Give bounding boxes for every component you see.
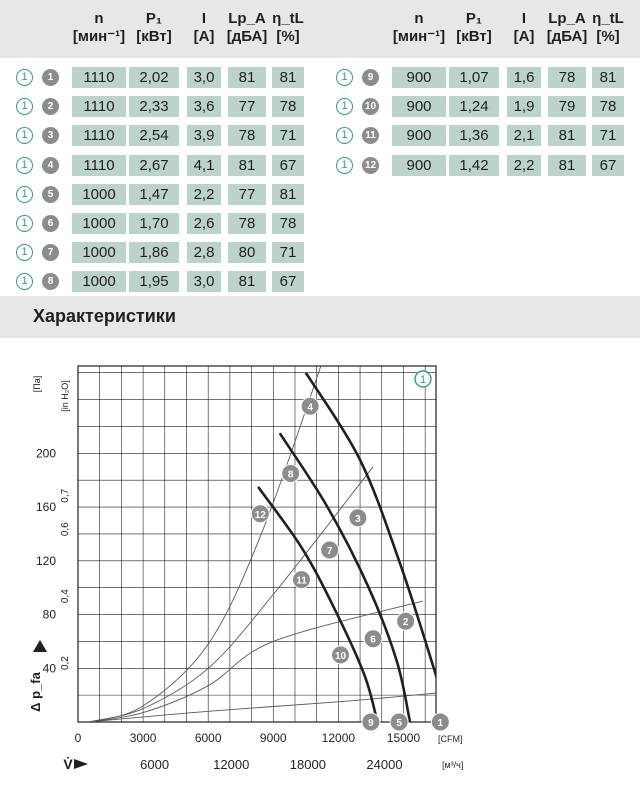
performance-chart — [0, 352, 640, 792]
curve-icon: 1 — [16, 127, 33, 144]
curve-icon: 1 — [336, 69, 353, 86]
x-tick-label: 3000 — [129, 731, 157, 745]
y2-tick-label: 0,2 — [60, 656, 71, 671]
cell-i: 2,1 — [507, 125, 541, 146]
cell-eta: 67 — [272, 155, 304, 176]
cell-lpa: 81 — [548, 125, 586, 146]
curve-icon: 1 — [336, 127, 353, 144]
cell-n: 900 — [392, 125, 446, 146]
cell-lpa: 81 — [228, 271, 266, 292]
header-name: I — [201, 10, 207, 27]
row-number-badge: 4 — [42, 157, 59, 174]
cell-n: 1110 — [72, 96, 126, 117]
x-tick-label: 0 — [74, 731, 82, 745]
cell-p1: 1,24 — [449, 96, 499, 117]
operating-point-label: 5 — [396, 718, 402, 729]
cell-eta: 78 — [272, 213, 304, 234]
curve-icon: 1 — [16, 273, 33, 290]
curve-icon: 1 — [16, 215, 33, 232]
cell-lpa: 78 — [548, 67, 586, 88]
cell-p1: 2,33 — [129, 96, 179, 117]
operating-point-label: 1 — [437, 718, 444, 729]
cell-n: 1000 — [72, 184, 126, 205]
header-name: η_tL — [272, 10, 304, 27]
cell-p1: 1,36 — [449, 125, 499, 146]
header-unit: [%] — [596, 28, 620, 45]
header-unit: [A] — [193, 28, 215, 45]
cell-p1: 2,67 — [129, 155, 179, 176]
x2-axis-unit: [м³/ч] — [442, 760, 464, 770]
y-axis-symbol: Δ p_fa — [28, 672, 43, 712]
x-tick-label: 12000 — [321, 731, 356, 745]
cell-p1: 2,02 — [129, 67, 179, 88]
header-unit: [мин⁻¹] — [392, 28, 446, 45]
cell-i: 2,8 — [187, 242, 221, 263]
header-lpa-right — [542, 10, 592, 46]
cell-eta: 81 — [272, 67, 304, 88]
cell-lpa: 79 — [548, 96, 586, 117]
cell-eta: 71 — [272, 125, 304, 146]
y-tick-label: 160 — [35, 500, 56, 515]
header-name: n — [414, 10, 424, 27]
cell-p1: 1,47 — [129, 184, 179, 205]
operating-point-label: 8 — [287, 469, 294, 481]
section-title: Характеристики — [33, 306, 176, 326]
operating-point-label: 11 — [296, 575, 307, 587]
cell-n: 1000 — [72, 242, 126, 263]
y2-tick-label: 0,6 — [60, 522, 71, 537]
x2-tick-label: 6000 — [140, 757, 170, 772]
x-tick-label: 9000 — [259, 731, 287, 745]
cell-eta: 81 — [592, 67, 624, 88]
cell-lpa: 78 — [228, 125, 266, 146]
header-name: Lp_A — [548, 10, 586, 27]
x-tick-label: 15000 — [386, 731, 421, 745]
x2-tick-label: 12000 — [213, 757, 250, 772]
row-number-badge: 5 — [42, 186, 59, 203]
curve-icon: 1 — [16, 186, 33, 203]
header-i-left — [181, 10, 227, 46]
y-axis-arrow — [33, 640, 47, 652]
cell-n: 900 — [392, 155, 446, 176]
row-number-badge: 2 — [42, 98, 59, 115]
operating-point-label: 2 — [402, 617, 409, 629]
row-number-badge: 1 — [42, 69, 59, 86]
header-name: I — [521, 10, 527, 27]
y-tick-label: 40 — [42, 661, 56, 676]
cell-eta: 81 — [272, 184, 304, 205]
operating-point-label: 10 — [334, 650, 347, 662]
cell-p1: 1,86 — [129, 242, 179, 263]
operating-point-label: 7 — [326, 546, 333, 558]
row-number-badge: 10 — [362, 98, 379, 115]
operating-point-label: 9 — [368, 718, 374, 729]
cell-p1: 1,70 — [129, 213, 179, 234]
cell-n: 1000 — [72, 213, 126, 234]
y2-tick-label: 0,4 — [60, 589, 71, 604]
cell-n: 900 — [392, 96, 446, 117]
x2-tick-label: 24000 — [366, 757, 403, 772]
cell-i: 2,2 — [507, 155, 541, 176]
curve-icon: 1 — [16, 244, 33, 261]
cell-i: 3,9 — [187, 125, 221, 146]
cell-lpa: 78 — [228, 213, 266, 234]
header-name: P₁ — [465, 10, 483, 27]
cell-i: 4,1 — [187, 155, 221, 176]
row-number-badge: 8 — [42, 273, 59, 290]
y2-axis-unit: [in H₂O] — [60, 380, 70, 412]
cell-eta: 67 — [592, 155, 624, 176]
x-axis-symbol: V̇ — [63, 756, 73, 772]
curve-icon: 1 — [16, 98, 33, 115]
chart-badge-label: 1 — [419, 374, 427, 386]
row-number-badge: 12 — [362, 157, 379, 174]
cell-i: 3,0 — [187, 271, 221, 292]
cell-lpa: 77 — [228, 184, 266, 205]
cell-p1: 1,07 — [449, 67, 499, 88]
cell-i: 3,0 — [187, 67, 221, 88]
cell-n: 900 — [392, 67, 446, 88]
row-number-badge: 7 — [42, 244, 59, 261]
y2-tick-label: 0,7 — [60, 488, 71, 503]
y-tick-label: 120 — [35, 553, 56, 568]
header-lpa-left — [222, 10, 272, 46]
header-unit: [дБА] — [546, 28, 588, 45]
row-number-badge: 9 — [362, 69, 379, 86]
x-tick-label: 6000 — [194, 731, 222, 745]
x-axis-arrow — [74, 759, 88, 769]
cell-n: 1110 — [72, 125, 126, 146]
cell-i: 3,6 — [187, 96, 221, 117]
header-eta-right — [586, 10, 630, 46]
operating-point-label: 4 — [307, 402, 313, 414]
cell-i: 2,6 — [187, 213, 221, 234]
x2-tick-label: 18000 — [289, 757, 326, 772]
header-name: η_tL — [592, 10, 624, 27]
cell-p1: 1,95 — [129, 271, 179, 292]
cell-i: 2,2 — [187, 184, 221, 205]
cell-lpa: 81 — [228, 155, 266, 176]
cell-n: 1110 — [72, 67, 126, 88]
cell-eta: 71 — [272, 242, 304, 263]
header-unit: [A] — [513, 28, 535, 45]
y-tick-label: 200 — [35, 446, 56, 461]
operating-point-label: 6 — [370, 634, 376, 646]
cell-lpa: 80 — [228, 242, 266, 263]
header-unit: [кВт] — [136, 28, 172, 45]
cell-p1: 2,54 — [129, 125, 179, 146]
operating-point-label: 3 — [355, 513, 361, 525]
curve-icon: 1 — [16, 69, 33, 86]
cell-p1: 1,42 — [449, 155, 499, 176]
header-unit: [дБА] — [226, 28, 268, 45]
row-number-badge: 6 — [42, 215, 59, 232]
cell-lpa: 81 — [548, 155, 586, 176]
header-p1-right — [443, 10, 505, 46]
x-axis-unit: [CFM] — [438, 734, 463, 744]
header-unit: [кВт] — [456, 28, 492, 45]
header-unit: [мин⁻¹] — [72, 28, 126, 45]
header-name: Lp_A — [228, 10, 266, 27]
cell-lpa: 77 — [228, 96, 266, 117]
operating-point-label: 12 — [254, 509, 266, 521]
row-number-badge: 11 — [362, 127, 379, 144]
cell-eta: 71 — [592, 125, 624, 146]
y-axis-unit: [Па] — [32, 375, 42, 393]
cell-eta: 67 — [272, 271, 304, 292]
cell-n: 1000 — [72, 271, 126, 292]
row-number-badge: 3 — [42, 127, 59, 144]
y-tick-label: 80 — [42, 607, 56, 622]
header-eta-left — [266, 10, 310, 46]
cell-eta: 78 — [272, 96, 304, 117]
header-i-right — [501, 10, 547, 46]
header-name: n — [94, 10, 104, 27]
curve-icon: 1 — [336, 157, 353, 174]
cell-lpa: 81 — [228, 67, 266, 88]
header-name: P₁ — [145, 10, 163, 27]
cell-i: 1,6 — [507, 67, 541, 88]
cell-i: 1,9 — [507, 96, 541, 117]
header-p1-left — [123, 10, 185, 46]
header-unit: [%] — [276, 28, 300, 45]
cell-eta: 78 — [592, 96, 624, 117]
cell-n: 1110 — [72, 155, 126, 176]
curve-icon: 1 — [336, 98, 353, 115]
curve-icon: 1 — [16, 157, 33, 174]
